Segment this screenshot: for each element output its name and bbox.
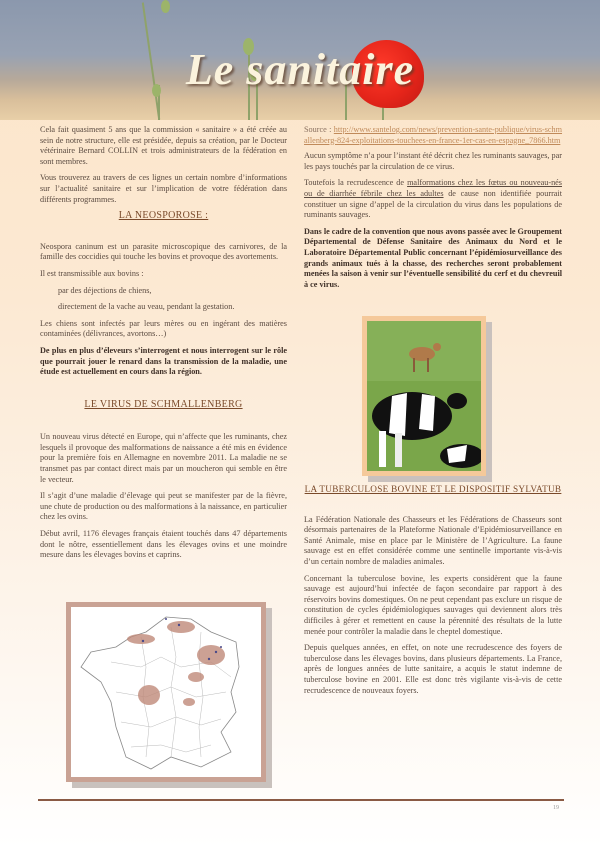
france-map-figure — [66, 602, 266, 782]
source-label: Source : — [304, 125, 332, 134]
neosporose-bold-paragraph: De plus en plus d’éleveurs s’interrogent et nous interrogent sur le rôle que pourrait jouer le renard dans la transmission de la maladie, une étude est actuellement en cours dans la région. — [40, 345, 287, 377]
underlined-text: malformations chez les fœtus ou nouveau-nés ou de diarrhée fébrile chez les adultes — [304, 178, 562, 198]
neosporose-paragraph: Il est transmissible aux bovins : — [40, 268, 144, 278]
section-heading-schmallenberg: LE VIRUS DE SCHMALLENBERG — [84, 398, 243, 410]
source-link[interactable]: http://www.santelog.com/news/prevention-sante-publique/virus-schmallenberg-824-exploitations-touchees-en-france-1er-cas-en-espagne_7866.htm — [304, 125, 563, 145]
france-map — [71, 607, 261, 777]
right-column — [304, 125, 562, 296]
neosporose-paragraph: Neospora caninum est un parasite microscopique des carnivores, de la famille des coccidies qui touche les bovins et provoque des avortements. — [40, 241, 287, 262]
section-heading-neosporose: LA NEOSPOROSE : — [118, 210, 209, 222]
footer-rule — [38, 799, 564, 801]
schmallenberg-paragraph: Un nouveau virus détecté en Europe, qui n’affecte que les ruminants, chez lesquels il provoque des malformations de naissance a été mis en évidence pour la première fois en Allemagne en novembre 2011. La maladie ne se transmet pas par contact direct mais par un moucheron qui semble en être le vecteur. — [40, 432, 287, 484]
schmallenberg-paragraph: Début avril, 1176 élevages français étaient touchés dans 47 départements dont le nôtre, essentiellement dans les élevages ovins et une moindre mesure dans les élevages bovins et caprins. — [40, 529, 287, 560]
left-column — [40, 125, 287, 567]
transmission-item: directement de la vache au veau, pendant la gestation. — [58, 302, 235, 312]
page-number: 19 — [553, 805, 559, 811]
schmallenberg-paragraph: Il s’agit d’une maladie d’élevage qui peut se manifester par de la fièvre, une chute de production ou des malformations à la naissance, en particulier chez les ovins. — [40, 491, 287, 522]
text-span: de cause non identifiée pourrait constituer un signe d’appel de la circulation du virus dans les populations de ruminants sauvages. — [304, 188, 562, 220]
deer-body — [409, 347, 435, 361]
deer-cows-photo — [362, 316, 486, 476]
intro-paragraph: Cela fait quasiment 5 ans que la commission « sanitaire » a été créée au sein de notre structure, elle est présidée, depuis sa création, par le Docteur vétérinaire Bernard COLLIN et trois administrateurs de la fédération en sont membres. — [40, 125, 287, 166]
france-outline — [81, 617, 239, 769]
poppy-bud — [161, 0, 170, 13]
page-title: Le sanitaire — [185, 45, 415, 94]
text-span: Toutefois la recrudescence de — [304, 178, 408, 188]
schmallenberg-wildlife-paragraph: Aucun symptôme n’a pour l’instant été décrit chez les ruminants sauvages, par les pays touchés par la circulation de ce virus. — [304, 151, 562, 171]
header-banner — [0, 0, 600, 120]
tuberculose-paragraph: La Fédération Nationale des Chasseurs et les Fédérations de Chasseurs sont désormais partenaires de la Plateforme Nationale d’Epidémiosurveillance en Santé Animale, mise en place par le Ministère de l’Agriculture. La faune sauvage est en effet considérée comme une sentinelle importante vis-à-vis d’un certain nombre de maladies animales. — [304, 514, 562, 566]
neosporose-paragraph: Les chiens sont infectés par leurs mères ou en ingérant des matières contaminées (délivrances, avortons…) — [40, 318, 287, 339]
schmallenberg-signs-paragraph — [304, 178, 562, 220]
transmission-item: par des déjections de chiens, — [58, 285, 152, 295]
section-heading-tuberculose: LA TUBERCULOSE BOVINE ET LE DISPOSITIF SYLVATUB — [304, 484, 562, 494]
intro-paragraph: Vous trouverez au travers de ces lignes un certain nombre d’informations sur l’actualité sanitaire et sur l’implication de votre fédération dans différents programmes. — [40, 173, 287, 204]
source-citation — [304, 125, 562, 146]
tuberculose-paragraph: Depuis quelques années, en effet, on note une recrudescence des foyers de tuberculose dans les élevages bovins, dans plusieurs départements. La France, après de longues années de lutte sanitaire, a acquis le statut indemne de tuberculose bovine en 2001. Elle est donc très vigilante vis-à-vis de cette recrudescence de nouveaux foyers. — [304, 643, 562, 695]
convention-bold-paragraph: Dans le cadre de la convention que nous avons passée avec le Groupement Départemental de Défense Sanitaire des Animaux du Nord et le Laboratoire Départemental Public concernant l’épidémiosurveillance des grands animaux tués à la chasse, des recherches seront probablement menées la saison à venir sur l’éventuelle sensibilité du cerf et du chevreuil à ce virus. — [304, 226, 562, 289]
tuberculose-paragraph: Concernant la tuberculose bovine, les experts considèrent que la faune sauvage est aujourd’hui infectée de façon secondaire par rapport à des réservoirs bovins domestiques. On ne peut cependant pas exclure un risque de constitution de cycles épidémiologiques sauvages qui deviennent alors très difficiles à gérer et remettent en cause la pérennité des résultats de la lutte menée pour contrôler la maladie dans le cheptel domestique. — [304, 573, 562, 636]
tuberculosis-section — [304, 484, 562, 702]
photo-illustration — [367, 321, 481, 471]
